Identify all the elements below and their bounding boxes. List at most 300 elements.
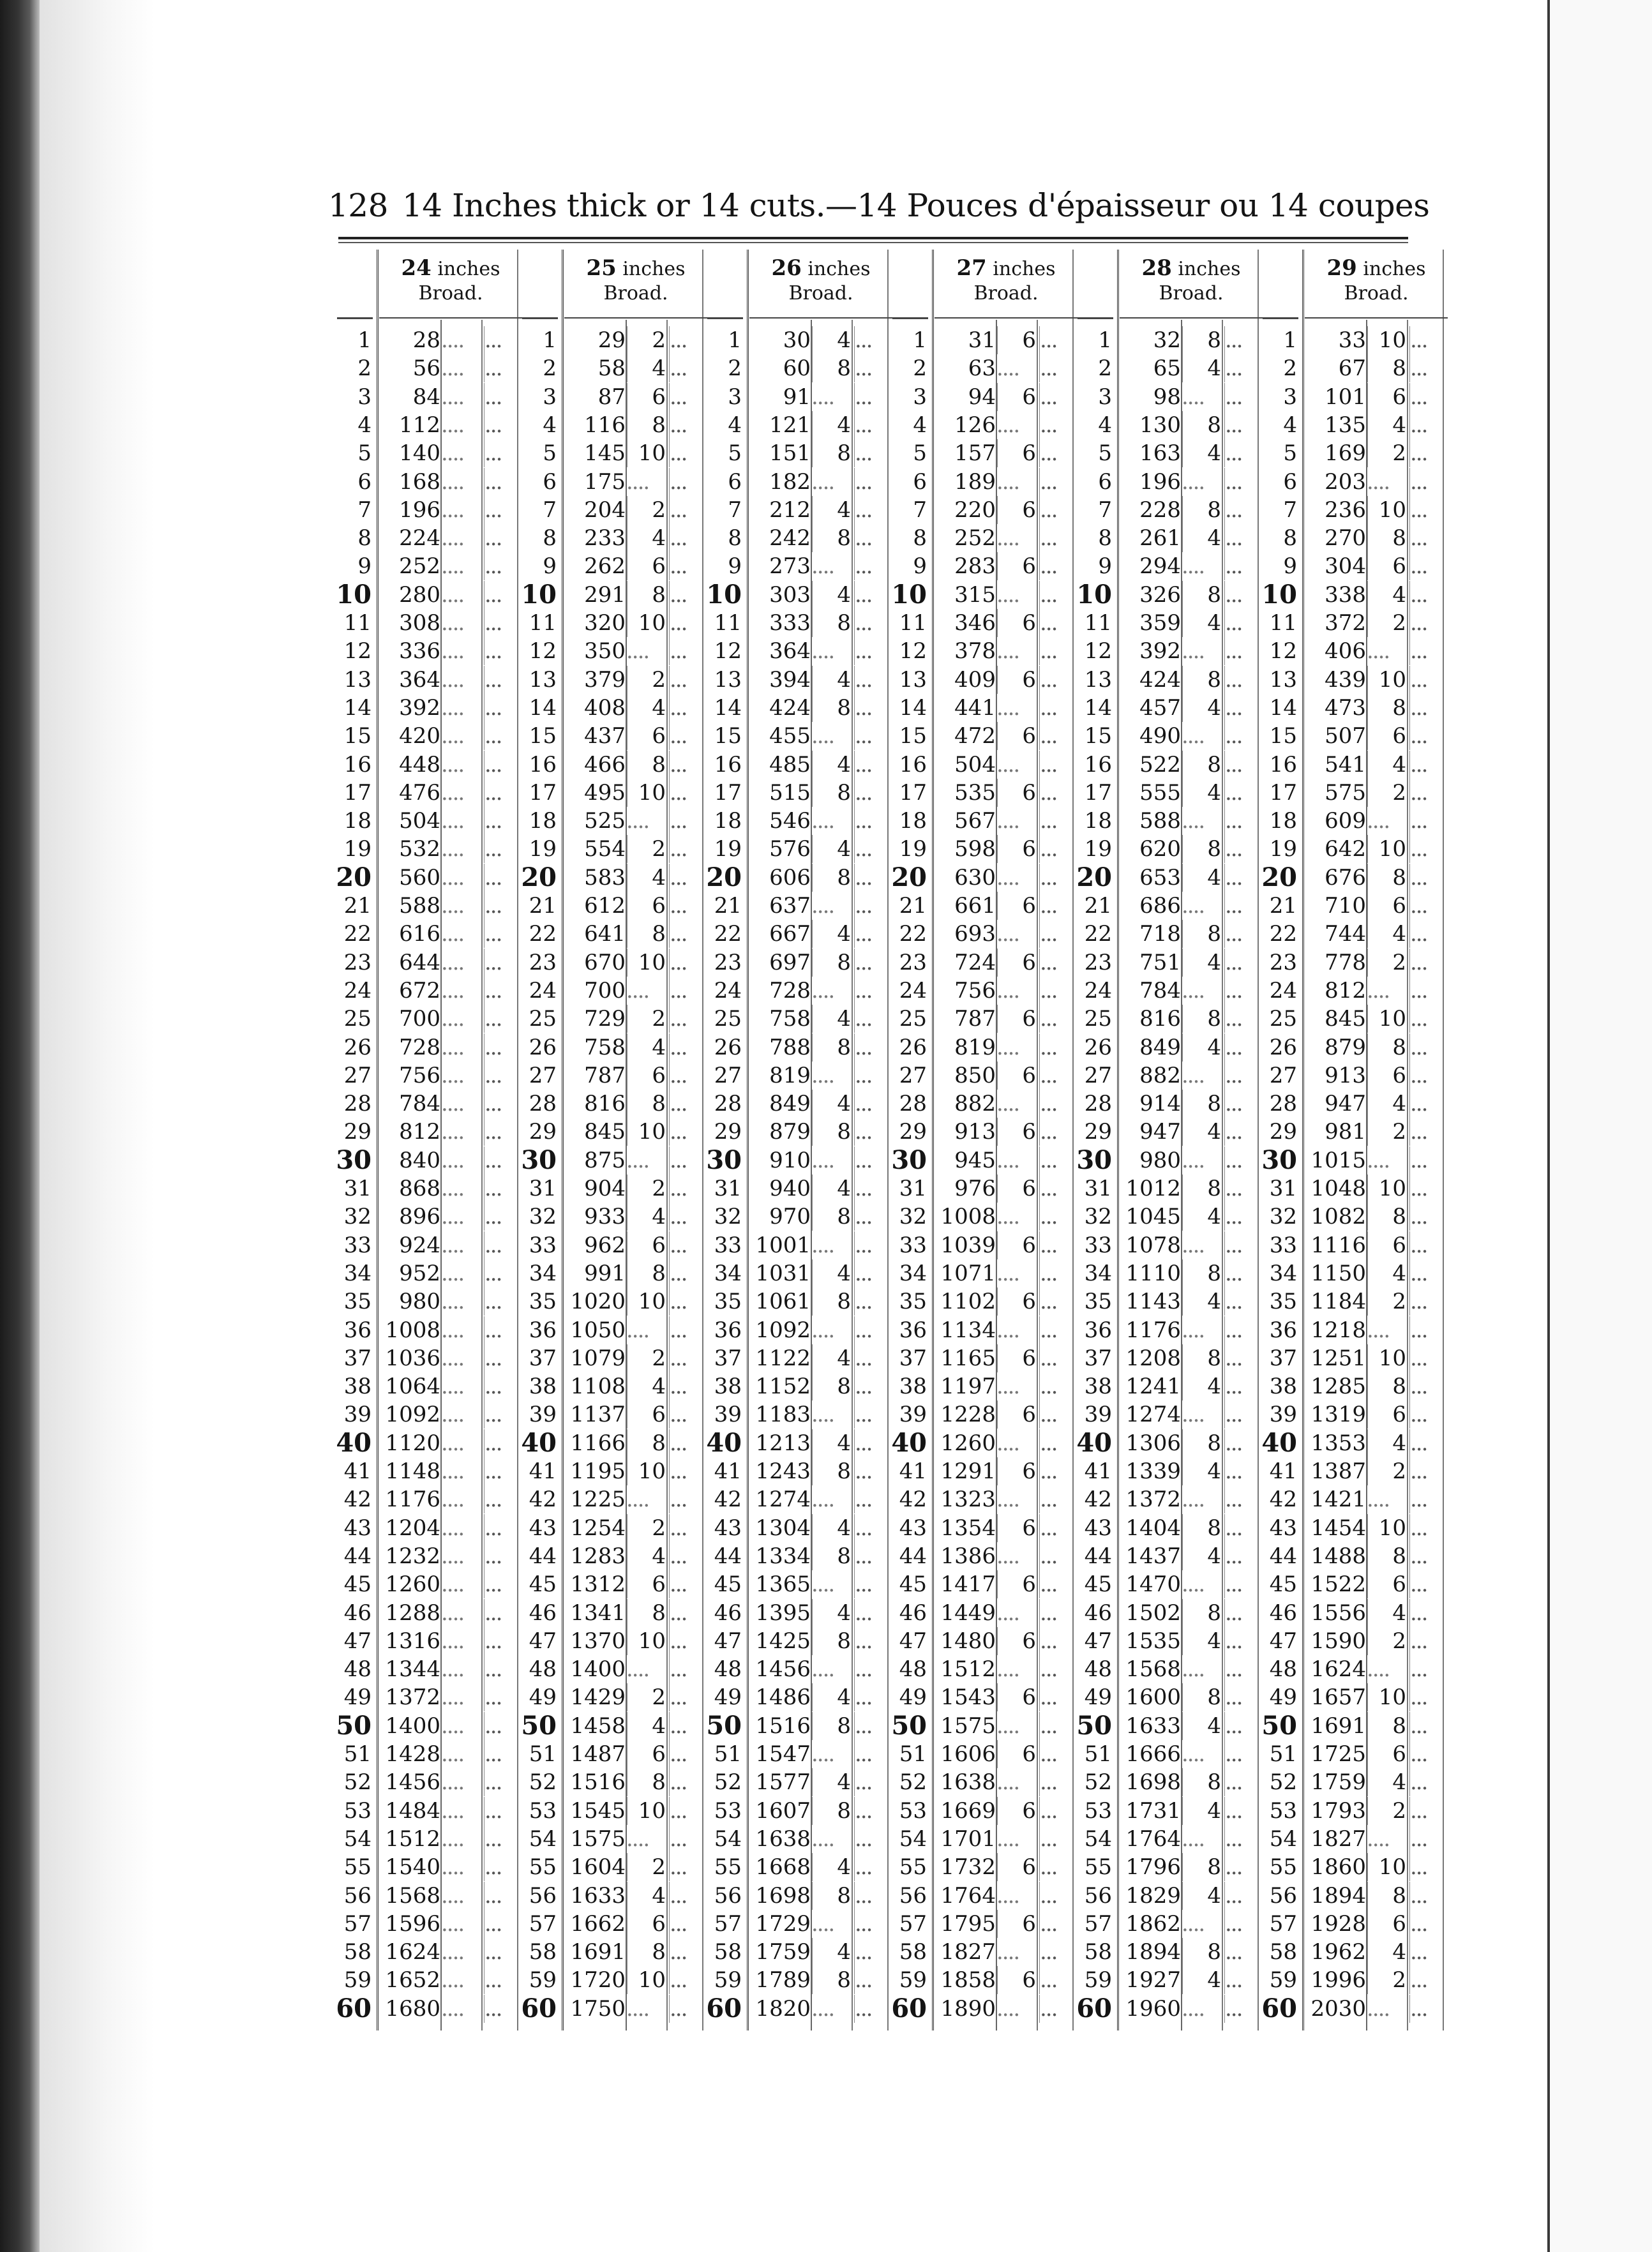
table-row bbox=[1074, 1400, 1263, 1429]
table-row bbox=[518, 1740, 707, 1768]
leader-dots: ... bbox=[1409, 326, 1446, 354]
table-row bbox=[333, 1175, 522, 1203]
board-feet-value: 1285 bbox=[1310, 1374, 1366, 1400]
table-row bbox=[1074, 1712, 1263, 1740]
table-row bbox=[518, 666, 707, 694]
board-feet-value: 1031 bbox=[755, 1260, 811, 1286]
board-feet-value: 91 bbox=[783, 384, 811, 410]
inches-value: 4 bbox=[812, 581, 851, 609]
board-feet-value: 466 bbox=[584, 751, 626, 777]
board-feet-value: 1764 bbox=[1125, 1826, 1181, 1852]
leader-dots: ... bbox=[1224, 1768, 1261, 1796]
board-feet-value: 1827 bbox=[1310, 1826, 1366, 1852]
board-feet-value: 228 bbox=[1139, 497, 1181, 523]
leader-dots: ... bbox=[1224, 1231, 1261, 1259]
leader-dots: ... bbox=[1409, 1231, 1446, 1259]
length-number: 41 bbox=[529, 1459, 557, 1484]
length-number: 34 bbox=[1269, 1260, 1297, 1286]
table-row bbox=[1074, 1570, 1263, 1598]
length-number: 47 bbox=[1084, 1628, 1112, 1654]
length-number: 10 bbox=[521, 579, 557, 610]
board-feet-value: 816 bbox=[1139, 1006, 1181, 1032]
length-number: 58 bbox=[529, 1939, 557, 1965]
length-number: 6 bbox=[543, 469, 557, 495]
leader-dots: ... bbox=[1409, 1344, 1446, 1372]
length-number: 33 bbox=[343, 1232, 372, 1258]
length-number: 18 bbox=[343, 808, 372, 834]
board-feet-value: 1488 bbox=[1310, 1543, 1366, 1569]
table-row bbox=[333, 807, 522, 835]
inches-value: 4 bbox=[1367, 1938, 1406, 1966]
leader-dots: ... bbox=[1039, 1570, 1076, 1598]
board-feet-value: 1260 bbox=[385, 1572, 440, 1598]
table-row bbox=[333, 1797, 522, 1825]
table-row bbox=[1259, 609, 1448, 637]
length-number: 15 bbox=[529, 723, 557, 749]
table-row bbox=[1259, 1542, 1448, 1570]
table-row bbox=[333, 1146, 522, 1175]
table-row bbox=[889, 1910, 1078, 1938]
inches-value: 8 bbox=[1367, 1542, 1406, 1570]
leader-dots: ... bbox=[484, 1599, 520, 1627]
inches-value: 8 bbox=[1367, 1712, 1406, 1740]
board-feet-value: 1015 bbox=[1310, 1147, 1366, 1173]
length-number: 53 bbox=[529, 1798, 557, 1824]
board-feet-value: 439 bbox=[1325, 666, 1366, 693]
leader-dots: ... bbox=[854, 1853, 890, 1881]
table-row bbox=[889, 1966, 1078, 1994]
leader-dots: ... bbox=[669, 1146, 705, 1175]
table-row bbox=[703, 552, 892, 580]
inches-value: 4 bbox=[1182, 439, 1221, 467]
scan-page-shadow-right bbox=[1550, 0, 1652, 2252]
inches-value: 6 bbox=[627, 1400, 666, 1429]
board-feet-value: 1150 bbox=[1310, 1260, 1366, 1286]
inches-value: 8 bbox=[1182, 1514, 1221, 1542]
table-row bbox=[333, 383, 522, 411]
length-number: 15 bbox=[714, 723, 742, 749]
leader-dots: ... bbox=[854, 1344, 890, 1372]
length-number: 1 bbox=[1283, 327, 1297, 353]
leader-dots: ... bbox=[1409, 1966, 1446, 1994]
table-row bbox=[1074, 1542, 1263, 1570]
leader-dots: ... bbox=[1224, 1514, 1261, 1542]
inches-value: 6 bbox=[997, 1966, 1036, 1994]
board-feet-value: 812 bbox=[399, 1119, 440, 1145]
leader-dots: ... bbox=[484, 1429, 520, 1457]
board-feet-value: 1092 bbox=[755, 1317, 811, 1343]
inches-value: 6 bbox=[997, 496, 1036, 524]
length-number: 8 bbox=[1098, 525, 1112, 552]
table-row bbox=[518, 807, 707, 835]
table-row bbox=[518, 1175, 707, 1203]
board-feet-value: 1260 bbox=[940, 1430, 996, 1456]
board-feet-value: 1759 bbox=[755, 1939, 811, 1965]
board-feet-value: 1862 bbox=[1125, 1910, 1181, 1937]
board-feet-value: 409 bbox=[954, 666, 996, 693]
table-row bbox=[1074, 666, 1263, 694]
board-feet-value: 728 bbox=[769, 977, 811, 1003]
length-number: 7 bbox=[543, 497, 557, 523]
board-feet-value: 1291 bbox=[940, 1459, 996, 1484]
board-feet-value: 1890 bbox=[940, 1995, 996, 2022]
length-number: 5 bbox=[913, 440, 927, 467]
leader-dots: ... bbox=[1039, 1966, 1076, 1994]
length-number: 57 bbox=[529, 1910, 557, 1937]
table-row bbox=[1259, 1429, 1448, 1457]
length-number: 57 bbox=[714, 1910, 742, 1937]
board-feet-value: 816 bbox=[584, 1091, 626, 1117]
length-number: 8 bbox=[1283, 525, 1297, 552]
inches-value: 10 bbox=[627, 609, 666, 637]
board-feet-value: 1691 bbox=[1310, 1713, 1366, 1739]
board-feet-value: 1274 bbox=[1125, 1402, 1181, 1428]
leader-dots: ... bbox=[669, 807, 705, 835]
length-number: 21 bbox=[529, 893, 557, 919]
table-row bbox=[1074, 1740, 1263, 1768]
table-row bbox=[1074, 439, 1263, 467]
leader-dots: ... bbox=[1224, 581, 1261, 609]
leader-dots: ... bbox=[1409, 496, 1446, 524]
board-feet-value: 32 bbox=[1153, 327, 1181, 353]
board-feet-value: 1012 bbox=[1125, 1176, 1181, 1201]
leader-dots: ... bbox=[854, 1599, 890, 1627]
length-number: 4 bbox=[1098, 412, 1112, 438]
leader-dots: ... bbox=[1409, 1712, 1446, 1740]
leader-dots: ... bbox=[854, 1429, 890, 1457]
table-row bbox=[1074, 807, 1263, 835]
inches-value: 4 bbox=[1182, 1457, 1221, 1485]
table-row bbox=[703, 1485, 892, 1513]
board-feet-value: 472 bbox=[954, 723, 996, 749]
leader-dots: ... bbox=[484, 1203, 520, 1231]
board-feet-value: 1341 bbox=[570, 1600, 626, 1626]
length-number: 19 bbox=[714, 836, 742, 862]
board-feet-value: 1547 bbox=[755, 1741, 811, 1767]
width-unit: inches bbox=[801, 258, 871, 280]
inches-value: 4 bbox=[627, 864, 666, 892]
board-feet-value: 1516 bbox=[570, 1769, 626, 1796]
length-number: 41 bbox=[343, 1459, 372, 1484]
leader-dots: ... bbox=[1409, 1033, 1446, 1062]
leader-dots: ... bbox=[1409, 1203, 1446, 1231]
inches-value: 4 bbox=[1182, 1118, 1221, 1146]
table-row bbox=[333, 1259, 522, 1287]
length-number: 29 bbox=[343, 1119, 372, 1145]
inches-value: 4 bbox=[1182, 1627, 1221, 1655]
inches-value: 8 bbox=[812, 439, 851, 467]
table-row bbox=[518, 411, 707, 439]
board-feet-value: 116 bbox=[584, 412, 626, 438]
table-row bbox=[333, 1655, 522, 1683]
length-number: 44 bbox=[1269, 1543, 1297, 1569]
board-feet-value: 598 bbox=[954, 836, 996, 862]
table-row bbox=[703, 439, 892, 467]
length-number: 30 bbox=[1261, 1145, 1297, 1175]
length-number: 2 bbox=[357, 356, 372, 382]
table-row bbox=[1074, 920, 1263, 948]
board-feet-value: 616 bbox=[399, 921, 440, 947]
table-row bbox=[703, 1627, 892, 1655]
inches-value: 8 bbox=[1367, 524, 1406, 552]
table-row bbox=[1074, 1853, 1263, 1881]
width-header-rule bbox=[1305, 317, 1448, 319]
length-number: 39 bbox=[714, 1402, 742, 1428]
leader-dots: ... bbox=[669, 581, 705, 609]
inches-value: 6 bbox=[627, 1062, 666, 1090]
leader-dots: ... bbox=[1224, 1062, 1261, 1090]
length-number: 30 bbox=[706, 1145, 742, 1175]
table-row bbox=[889, 1853, 1078, 1881]
board-feet-value: 485 bbox=[769, 751, 811, 777]
board-feet-value: 1456 bbox=[755, 1656, 811, 1683]
inches-value: 6 bbox=[997, 1740, 1036, 1768]
board-feet-value: 1607 bbox=[755, 1798, 811, 1824]
inches-value: 2 bbox=[627, 496, 666, 524]
table-row bbox=[889, 1005, 1078, 1033]
inches-value: 8 bbox=[627, 581, 666, 609]
inches-value: 6 bbox=[627, 892, 666, 920]
board-feet-value: 947 bbox=[1139, 1119, 1181, 1145]
board-feet-value: 270 bbox=[1325, 525, 1366, 552]
board-feet-value: 697 bbox=[769, 949, 811, 975]
inches-value: 10 bbox=[627, 1627, 666, 1655]
board-feet-value: 1353 bbox=[1310, 1430, 1366, 1456]
leader-dots: ... bbox=[854, 864, 890, 892]
length-number: 6 bbox=[357, 469, 372, 495]
leader-dots: ... bbox=[1039, 1938, 1076, 1966]
board-feet-value: 220 bbox=[954, 497, 996, 523]
board-feet-value: 1633 bbox=[570, 1882, 626, 1909]
length-number: 32 bbox=[714, 1204, 742, 1230]
length-number: 51 bbox=[1269, 1741, 1297, 1767]
length-number: 28 bbox=[899, 1091, 927, 1117]
table-row bbox=[1074, 383, 1263, 411]
table-row bbox=[889, 1938, 1078, 1966]
board-feet-value: 756 bbox=[399, 1062, 440, 1088]
table-row bbox=[703, 1175, 892, 1203]
length-number: 32 bbox=[1084, 1204, 1112, 1230]
table-row bbox=[703, 468, 892, 496]
table-row bbox=[333, 1316, 522, 1344]
table-row bbox=[889, 1118, 1078, 1146]
leader-dots: ... bbox=[669, 1797, 705, 1825]
length-number: 52 bbox=[343, 1769, 372, 1796]
board-feet-value: 1204 bbox=[385, 1515, 440, 1541]
inches-value: 8 bbox=[1367, 864, 1406, 892]
inches-value: 10 bbox=[627, 1457, 666, 1485]
board-feet-value: 1568 bbox=[385, 1882, 440, 1909]
inches-value: 6 bbox=[997, 383, 1036, 411]
inches-value: 2 bbox=[627, 1683, 666, 1711]
leader-dots: ... bbox=[1409, 864, 1446, 892]
board-feet-value: 1458 bbox=[570, 1713, 626, 1739]
leader-dots: ... bbox=[1224, 1683, 1261, 1711]
leader-dots: ... bbox=[484, 552, 520, 580]
leader-dots: ... bbox=[854, 1740, 890, 1768]
board-feet-value: 379 bbox=[584, 666, 626, 693]
width-value: 29 bbox=[1326, 255, 1357, 281]
board-feet-value: 1176 bbox=[385, 1487, 440, 1513]
inches-value: 4 bbox=[812, 496, 851, 524]
board-feet-value: 1729 bbox=[755, 1910, 811, 1937]
length-number: 60 bbox=[706, 1993, 742, 2023]
leader-dots: ... bbox=[1409, 779, 1446, 807]
board-feet-value: 333 bbox=[769, 610, 811, 636]
board-feet-value: 641 bbox=[584, 921, 626, 947]
length-number: 34 bbox=[714, 1260, 742, 1286]
length-number: 26 bbox=[1084, 1034, 1112, 1060]
board-feet-value: 1064 bbox=[385, 1374, 440, 1400]
leader-dots: ... bbox=[854, 1938, 890, 1966]
board-feet-value: 583 bbox=[584, 864, 626, 890]
leader-dots: ... bbox=[669, 779, 705, 807]
leader-dots: ... bbox=[669, 1995, 705, 2023]
board-feet-value: 879 bbox=[1325, 1034, 1366, 1060]
table-row bbox=[333, 1740, 522, 1768]
table-row bbox=[703, 1146, 892, 1175]
table-row bbox=[889, 751, 1078, 779]
table-row bbox=[518, 751, 707, 779]
inches-value: 8 bbox=[627, 1768, 666, 1796]
inches-value: 4 bbox=[812, 1005, 851, 1033]
length-number: 26 bbox=[343, 1034, 372, 1060]
inches-value: 8 bbox=[812, 524, 851, 552]
length-number: 28 bbox=[714, 1091, 742, 1117]
board-feet-value: 196 bbox=[399, 497, 440, 523]
length-number: 57 bbox=[1084, 1910, 1112, 1937]
length-number: 40 bbox=[521, 1427, 557, 1458]
leader-dots: ... bbox=[484, 1882, 520, 1910]
table-row bbox=[1074, 1372, 1263, 1400]
board-feet-value: 204 bbox=[584, 497, 626, 523]
table-row bbox=[1074, 1287, 1263, 1316]
board-feet-value: 1604 bbox=[570, 1854, 626, 1880]
inches-value: 6 bbox=[997, 1344, 1036, 1372]
inches-value: 8 bbox=[812, 609, 851, 637]
board-feet-value: 236 bbox=[1325, 497, 1366, 523]
leader-dots: ... bbox=[1409, 1740, 1446, 1768]
board-feet-value: 787 bbox=[954, 1006, 996, 1032]
board-feet-value: 1404 bbox=[1125, 1515, 1181, 1541]
leader-dots: ... bbox=[1409, 439, 1446, 467]
length-number: 43 bbox=[529, 1515, 557, 1541]
inches-value: 8 bbox=[1182, 411, 1221, 439]
leader-dots: ... bbox=[1039, 1175, 1076, 1203]
inches-value: 6 bbox=[997, 1627, 1036, 1655]
board-feet-value: 1731 bbox=[1125, 1798, 1181, 1824]
table-row bbox=[1259, 1768, 1448, 1796]
leader-dots: ... bbox=[1039, 1344, 1076, 1372]
table-row bbox=[1259, 326, 1448, 354]
board-feet-value: 203 bbox=[1325, 469, 1366, 495]
page-number: 128 bbox=[328, 187, 388, 224]
length-number: 43 bbox=[1269, 1515, 1297, 1541]
leader-dots: ... bbox=[484, 1175, 520, 1203]
table-row bbox=[333, 1599, 522, 1627]
length-number: 7 bbox=[1098, 497, 1112, 523]
table-row bbox=[333, 1090, 522, 1118]
inches-value: 8 bbox=[1182, 1090, 1221, 1118]
board-feet-value: 457 bbox=[1139, 694, 1181, 721]
table-row bbox=[1074, 1627, 1263, 1655]
length-number: 7 bbox=[1283, 497, 1297, 523]
leader-dots: ... bbox=[1039, 751, 1076, 779]
length-number: 58 bbox=[1084, 1939, 1112, 1965]
board-feet-value: 1666 bbox=[1125, 1741, 1181, 1767]
length-number: 50 bbox=[706, 1710, 742, 1741]
table-row bbox=[703, 1118, 892, 1146]
board-feet-value: 1960 bbox=[1125, 1995, 1181, 2022]
leader-dots: ... bbox=[1039, 1400, 1076, 1429]
length-number: 45 bbox=[529, 1572, 557, 1598]
page-header bbox=[328, 180, 1430, 231]
table-row bbox=[1259, 1175, 1448, 1203]
length-number: 35 bbox=[343, 1289, 372, 1315]
leader-dots: ... bbox=[1409, 949, 1446, 977]
table-row bbox=[703, 949, 892, 977]
board-feet-value: 359 bbox=[1139, 610, 1181, 636]
table-row bbox=[1074, 1966, 1263, 1994]
length-number: 12 bbox=[529, 638, 557, 664]
width-group-24 bbox=[333, 250, 518, 2031]
length-number: 43 bbox=[1084, 1515, 1112, 1541]
leader-dots: ... bbox=[484, 1910, 520, 1938]
leader-dots: ... bbox=[1039, 1797, 1076, 1825]
board-feet-value: 1344 bbox=[385, 1656, 440, 1683]
leader-dots: ... bbox=[1224, 977, 1261, 1005]
table-row bbox=[703, 1005, 892, 1033]
table-row bbox=[889, 1740, 1078, 1768]
leader-dots: ... bbox=[669, 637, 705, 665]
length-number: 11 bbox=[529, 610, 557, 636]
length-number: 6 bbox=[1283, 469, 1297, 495]
table-row bbox=[703, 751, 892, 779]
length-number: 25 bbox=[1269, 1006, 1297, 1032]
leader-dots: ... bbox=[1409, 1118, 1446, 1146]
leader-dots: ... bbox=[1039, 1853, 1076, 1881]
leader-dots: ... bbox=[1224, 1259, 1261, 1287]
length-number: 17 bbox=[1269, 779, 1297, 806]
length-number: 7 bbox=[913, 497, 927, 523]
table-row bbox=[889, 1768, 1078, 1796]
leader-dots: ... bbox=[1039, 496, 1076, 524]
leader-dots: ... bbox=[1224, 751, 1261, 779]
inches-value: 8 bbox=[627, 1090, 666, 1118]
table-row bbox=[1074, 1457, 1263, 1485]
leader-dots: ... bbox=[854, 1146, 890, 1175]
table-row bbox=[333, 864, 522, 892]
board-feet-value: 196 bbox=[1139, 469, 1181, 495]
inches-value: 8 bbox=[1182, 1344, 1221, 1372]
length-number: 10 bbox=[1261, 579, 1297, 610]
inches-value: 6 bbox=[627, 552, 666, 580]
table-row bbox=[889, 581, 1078, 609]
table-row bbox=[1074, 864, 1263, 892]
board-feet-value: 1082 bbox=[1310, 1204, 1366, 1230]
length-number: 22 bbox=[1084, 921, 1112, 947]
inches-value: 8 bbox=[1182, 496, 1221, 524]
length-number: 1 bbox=[913, 327, 927, 353]
table-row bbox=[1074, 1825, 1263, 1853]
board-feet-value: 1274 bbox=[755, 1487, 811, 1513]
table-row bbox=[889, 1316, 1078, 1344]
board-feet-value: 1092 bbox=[385, 1402, 440, 1428]
length-number: 26 bbox=[1269, 1034, 1297, 1060]
leader-dots: ... bbox=[1039, 920, 1076, 948]
board-feet-value: 2030 bbox=[1310, 1995, 1366, 2022]
leader-dots: ... bbox=[1409, 751, 1446, 779]
